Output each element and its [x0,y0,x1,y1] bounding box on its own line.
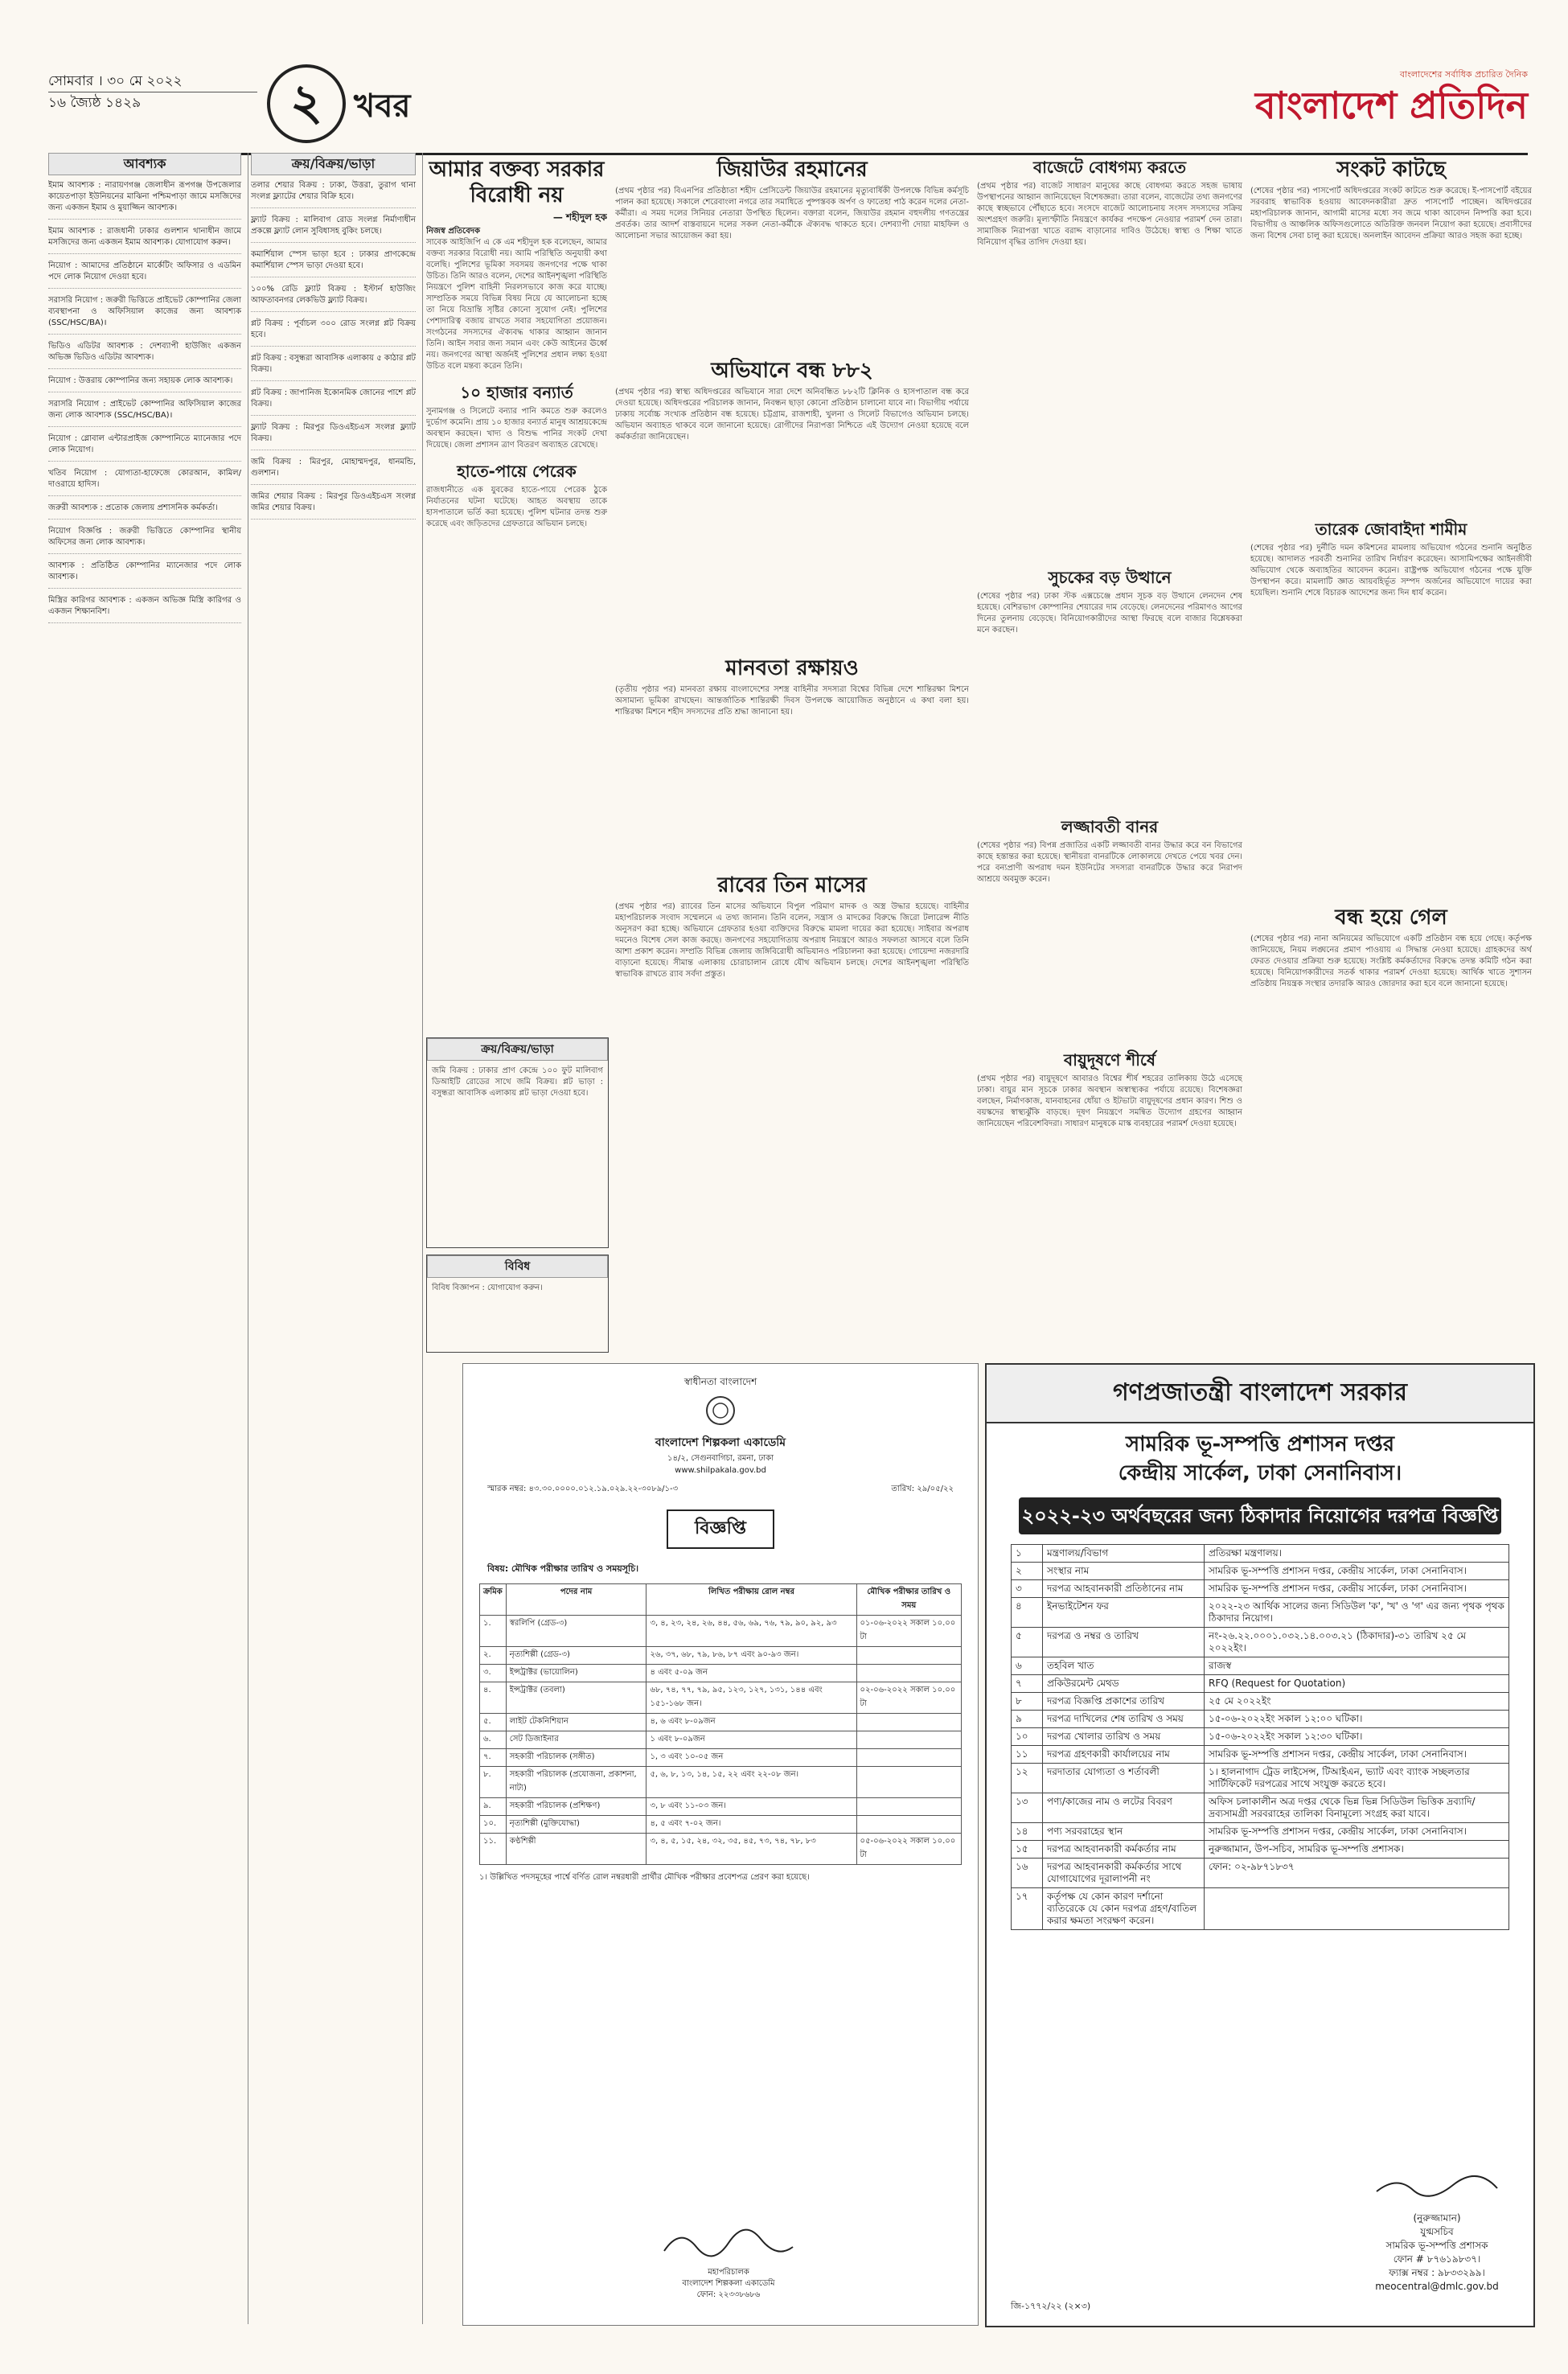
reporter-label: নিজস্ব প্রতিবেদক [426,227,481,236]
tender-label: দরপত্র গ্রহণকারী কার্যালয়ের নাম [1043,1746,1205,1764]
classified-wanted-item: নিয়োগ : আমাদের প্রতিষ্ঠানে মার্কেটিং অফিসার ও এডমিন পদে লোক নিয়োগ দেওয়া হবে। [48,261,241,289]
tender-label: দরপত্র আহবানকারী কর্মকর্তার নাম [1043,1841,1205,1859]
tender-value: নং-২৬.২২.০০০১.০৩২.১৪.০০৩.২১ (ঠিকাদার)-৩১ তারিখ ২৫ মে ২০২২ইং। [1205,1628,1509,1657]
classified-sale-item: ১০০% রেডি ফ্ল্যাট বিক্রয় : ইস্টার্ন হাউজিং আফতাবনগর লেকভিউ ফ্ল্যাট বিক্রয়। [251,284,416,312]
classified-header-wanted: আবশ্যক [48,153,241,175]
tender-serial: ৭ [1012,1675,1043,1693]
headline-crisis: সংকট কাটছে [1336,158,1446,182]
article-nails-body: রাজধানীতে এক যুবকের হাতে-পায়ে পেরেক ঠুকে নির্যাতনের ঘটনা ঘটেছে। আহত অবস্থায় তাকে হাসপাতালে ভর্তি করা হয়েছে। পুলিশ ঘটনার তদন্ত শুরু করেছে এবং জড়িতদের গ্রেফতারে অভিযান চলছে। [426,486,607,528]
tender-value: RFQ (Request for Quotation) [1205,1675,1509,1693]
notice-subject: বিষয়: মৌখিক পরীক্ষার তারিখ ও সময়সূচি। [487,1563,639,1574]
classified-sale-item: প্লট বিক্রয় : বসুন্ধরা আবাসিক এলাকায় ৫ কাঠার প্লট বিক্রয়। [251,353,416,381]
schedule-cell: ৩. [480,1665,507,1682]
tender-label: দরপত্র ও নম্বর ও তারিখ [1043,1628,1205,1657]
tender-value [1205,1888,1509,1930]
logo-tagline: বাংলাদেশের সর্বাধিক প্রচারিত দৈনিক [1399,69,1528,80]
tender-label: দরপত্র দাখিলের শেষ তারিখ ও সময় [1043,1711,1205,1728]
academy-signer: মহাপরিচালক [708,2268,749,2277]
small-box-body: জমি বিক্রয় : ঢাকার প্রাণ কেন্দ্রে ১০০ ফুট মালিবাগ ডিআইটি রোডের সাথে জমি বিক্রয়। প্লট ভাড়া : বসুন্ধরা আবাসিক এলাকায় প্লট ভাড়া দেওয়া হবে। [432,1066,603,1098]
schedule-row [480,1665,962,1682]
tender-row [1012,1675,1509,1693]
tender-value: ১৫-০৬-২০২২ইং সকাল ১২:০০ ঘটিকা। [1205,1711,1509,1728]
tender-value: প্রতিরক্ষা মন্ত্রণালয়। [1205,1545,1509,1563]
schedule-cell: ৩, ৪, ২৩, ২৪, ২৬, ৪৪, ৫৬, ৬৯, ৭৬, ৭৯, ৯০, ৯২, ৯৩ [646,1616,856,1647]
article-index-body: (শেষের পৃষ্ঠার পর) ঢাকা স্টক এক্সচেঞ্জে প্রধান সূচক বড় উত্থানে লেনদেন শেষ হয়েছে। বেশিরভাগ কোম্পানির শেয়ারের দাম বেড়েছে। লেনদেনের পরিমাণও আগের দিনের তুলনায় বেড়েছে। বিনিয়োগকারীদের আস্থা ফিরছে বলে বাজার বিশ্লেষকরা মনে করছেন। [977,592,1242,635]
article-raids [615,358,969,647]
schedule-cell [856,1731,961,1749]
schedule-cell [856,1767,961,1798]
headline-rab: রাবের তিন মাসের [717,873,867,897]
article-crisis-body: (শেষের পৃষ্ঠার পর) পাসপোর্ট অধিদপ্তরের সংকট কাটতে শুরু করেছে। ই-পাসপোর্ট বইয়ের সরবরাহ স্বাভাবিক হওয়ায় আবেদনকারীরা দ্রুত পাসপোর্ট পাচ্ছেন। অধিদপ্তরের মহাপরিচালক জানান, আগামী মাসের মধ্যে সব জমে থাকা আবেদন নিষ্পত্তি করা হবে। বিভাগীয় ও আঞ্চলিক অফিসগুলোতে অতিরিক্ত জনবল নিয়োগ করা হয়েছে। প্রবাসীদের জন্য বিশেষ সেবা চালু করা হয়েছে। অনলাইন আবেদন প্রক্রিয়া আরও সহজ করা হচ্ছে। [1250,187,1532,240]
headline-closed: বন্ধ হয়ে গেল [1335,906,1447,930]
tender-row [1012,1693,1509,1711]
article-loris [977,816,1242,1041]
headline-budget: বাজেটে বোধগম্য করতে [1032,158,1187,177]
masthead [48,48,1528,155]
tender-value: ২৫ মে ২০২২ইং [1205,1693,1509,1711]
academy-notice [462,1363,979,2326]
academy-address: ১৪/২, সেগুনবাগিচা, রমনা, ঢাকা [667,1454,774,1463]
gov-sign-fax: ফ্যাক্স নম্বর : ৯৮৩৩২৯৯। [1389,2267,1485,2278]
tender-serial: ১৬ [1012,1859,1043,1888]
tender-row [1012,1545,1509,1563]
classified-sale-item: প্লট বিক্রয় : জাপানিজ ইকোনমিক জোনের পাশে প্লট বিক্রয়। [251,388,416,416]
article-loris-body: (শেষের পৃষ্ঠার পর) বিপন্ন প্রজাতির একটি লজ্জাবতী বানর উদ্ধার করে বন বিভাগের কাছে হস্তান্তর করা হয়েছে। স্থানীয়রা বানরটিকে লোকালয়ে দেখতে পেয়ে খবর দেন। পরে বন্যপ্রাণী অপরাধ দমন ইউনিটের সদস্যরা বানরটিকে উদ্ধার করে নিরাপদ আশ্রয়ে অবমুক্ত করেন। [977,841,1242,884]
article-raids-body: (প্রথম পৃষ্ঠার পর) স্বাস্থ্য অধিদপ্তরের অভিযানে সারা দেশে অনিবন্ধিত ৮৮২টি ক্লিনিক ও হাসপাতাল বন্ধ করে দেওয়া হয়েছে। অধিদপ্তরের পরিচালক জানান, নিবন্ধন ছাড়া কোনো প্রতিষ্ঠান চালানো যাবে না। বিভাগীয় পর্যায়ে ঢাকায় সর্বোচ্চ সংখ্যক প্রতিষ্ঠান বন্ধ হয়েছে। চট্টগ্রাম, রাজশাহী, খুলনা ও সিলেট বিভাগেও অভিযান চলছে। অভিযান অব্যাহত থাকবে বলে জানানো হয়েছে। রোগীদের নিরাপত্তা নিশ্চিতে এই উদ্যোগ নেওয়া হয়েছে বলে কর্মকর্তারা জানিয়েছেন। [615,388,969,442]
schedule-cell [856,1647,961,1665]
date-bangla: ১৬ জ্যৈষ্ঠ ১৪২৯ [48,92,257,112]
schedule-cell: ৬. [480,1731,507,1749]
tender-label: ইনভাইটেশন ফর [1043,1598,1205,1628]
tender-row [1012,1764,1509,1793]
classified-sale-item: ফ্ল্যাট বিক্রয় : মালিবাগ রোড সংলগ্ন নির্মাণাধীন প্রকল্পে ফ্ল্যাট লোন সুবিধাসহ বুকিং চলছে। [251,215,416,243]
gov-signature-block [1365,2167,1509,2294]
schedule-cell [856,1749,961,1767]
tender-label: দরপত্র আহবানকারী প্রতিষ্ঠানের নাম [1043,1580,1205,1598]
schedule-cell: ২. [480,1647,507,1665]
tender-serial: ১১ [1012,1746,1043,1764]
headline-ziaur: জিয়াউর রহমানের [716,158,868,182]
headline-statement: আমার বক্তব্য সরকার বিরোধী নয় [429,158,605,207]
page-number: ২ [267,64,346,143]
schedule-cell: ১, ৩ এবং ১০-০৫ জন [646,1749,856,1767]
article-crisis [1250,157,1532,511]
schedule-header-cell: ক্রমিক [480,1584,507,1616]
schedule-cell: ১. [480,1616,507,1647]
schedule-cell: ৪ এবং ৫-০৯ জন [646,1665,856,1682]
headline-index: সুচকের বড় উত্থানে [1048,568,1172,587]
article-ziaur [615,157,969,350]
academy-signer-org: বাংলাদেশ শিল্পকলা একাডেমি [682,2279,775,2288]
tender-banner: ২০২২-২৩ অর্থবছরের জন্য ঠিকাদার নিয়োগের দরপত্র বিজ্ঞপ্তি [1019,1497,1501,1534]
classified-sale-item: ফ্ল্যাট বিক্রয় : মিরপুর ডিওএইচএস সংলগ্ন ফ্ল্যাট বিক্রয়। [251,422,416,450]
tender-row [1012,1563,1509,1580]
tender-label: প্রকিউরমেন্ট মেথড [1043,1675,1205,1693]
tender-serial: ৩ [1012,1580,1043,1598]
tender-label: দরপত্র বিজ্ঞপ্তি প্রকাশের তারিখ [1043,1693,1205,1711]
small-box-header: ক্রয়/বিক্রয়/ভাড়া [427,1038,608,1061]
academy-phone: ফোন: ২২৩৩৮৬৮৬ [696,2290,761,2299]
tender-serial: ১০ [1012,1728,1043,1746]
classified-wanted-item: নিয়োগ : গ্লোবাল এন্টারপ্রাইজ কোম্পানিতে ম্যানেজার পদে লোক নিয়োগ। [48,433,241,462]
schedule-cell: ৪, ৫ এবং ৭-০২ জন। [646,1816,856,1834]
schedule-cell: ৪. [480,1682,507,1714]
tender-label: তহবিল খাত [1043,1657,1205,1675]
headline-tarek: তারেক জোবাইদা শামীম [1315,520,1467,539]
classified-sale-item: প্লট বিক্রয় : পূর্বাচল ৩০০ রোড সংলগ্ন প্লট বিক্রয় হবে। [251,318,416,347]
classified-wanted-item: নিয়োগ বিজ্ঞপ্তি : জরুরী ভিত্তিতে কোম্পানির স্থানীয় অফিসের জন্য লোক আবশ্যক। [48,526,241,554]
classifieds-column-1 [48,153,248,2324]
gov-sign-phone: ফোন # ৮৭৬১৯৮৩৭। [1393,2253,1481,2265]
tender-row [1012,1628,1509,1657]
classified-wanted-item: আবশ্যক : প্রতিষ্ঠিত কোম্পানির ম্যানেজার পদে লোক আবশ্যক। [48,561,241,589]
tender-serial: ৯ [1012,1711,1043,1728]
byline-statement: — শহীদুল হক [552,212,607,223]
article-pollution-body: (প্রথম পৃষ্ঠার পর) বায়ুদূষণে আবারও বিশ্বের শীর্ষ শহরের তালিকায় উঠে এসেছে ঢাকা। বায়ুর মান সূচকে ঢাকার অবস্থান অস্বাস্থ্যকর পর্যায়ে রয়েছে। বিশেষজ্ঞরা বলছেন, নির্মাণকাজ, যানবাহনের ধোঁয়া ও ইটভাটা বায়ুদূষণের প্রধান কারণ। শিশু ও বয়স্কদের স্বাস্থ্যঝুঁকি বাড়ছে। দূষণ নিয়ন্ত্রণে সমন্বিত উদ্যোগ গ্রহণের আহ্বান জানিয়েছেন পরিবেশবিদরা। সাধারণ মানুষকে মাস্ক ব্যবহারের পরামর্শ দেওয়া হয়েছে। [977,1074,1242,1128]
schedule-cell: লাইট টেকনিশিয়ান [506,1714,646,1731]
notice-header: স্বাধীনতা বাংলাদেশ [683,1376,757,1387]
article-closed [1250,905,1532,1355]
tender-value: নুরুজ্জামান, উপ-সচিব, সামরিক ভূ-সম্পত্তি প্রশাসক। [1205,1841,1509,1859]
article-budget-body: (প্রথম পৃষ্ঠার পর) বাজেট সাধারণ মানুষের কাছে বোধগম্য করতে সহজ ভাষায় উপস্থাপনের আহ্বান জানিয়েছেন বিশেষজ্ঞরা। তারা বলেন, বাজেটের তথ্য জনগণের কাছে স্বচ্ছভাবে পৌঁছাতে হবে। সংসদে বাজেট আলোচনায় সংসদ সদস্যদের সক্রিয় অংশগ্রহণ জরুরি। মূল্যস্ফীতি নিয়ন্ত্রণে কার্যকর পদক্ষেপ নেওয়ার পরামর্শ দেন তারা। সামাজিক নিরাপত্তা খাতে বরাদ্দ বাড়ানোর দাবিও উঠেছে। স্বাস্থ্য ও শিক্ষা খাতে বিনিয়োগ বৃদ্ধির তাগিদ দেওয়া হয়। [977,182,1242,247]
article-flood-body: সুনামগঞ্জ ও সিলেটে বন্যার পানি কমতে শুরু করলেও দুর্ভোগ কমেনি। প্রায় ১০ হাজার বন্যার্ত মানুষ আশ্রয়কেন্দ্রে অবস্থান করছেন। খাদ্য ও বিশুদ্ধ পানির সংকট দেখা দিয়েছে। জেলা প্রশাসন ত্রাণ বিতরণ অব্যাহত রেখেছে। [426,407,607,450]
classified-wanted-item: মিস্ত্রির কারিগর আবশ্যক : একজন অভিজ্ঞ মিস্ত্রি কারিগর ও একজন শিক্ষানবিশ। [48,595,241,623]
schedule-cell: নৃত্যশিল্পী (গ্রেড-৩) [506,1647,646,1665]
schedule-cell: কণ্ঠশিল্পী [506,1834,646,1865]
schedule-cell: ৬৮, ৭৪, ৭৭, ৭৯, ৯৫, ১২৩, ১২৭, ১৩১, ১৪৪ এবং ১৫১-১৬৮ জন। [646,1682,856,1714]
tender-value: সামরিক ভূ-সম্পত্তি প্রশাসন দপ্তর, কেন্দ্রীয় সার্কেল, ঢাকা সেনানিবাস। [1205,1563,1509,1580]
schedule-header-cell: লিখিত পরীক্ষায় রোল নম্বর [646,1584,856,1616]
schedule-cell: ইন্সট্রাক্টর (ভায়োলিন) [506,1665,646,1682]
tender-serial: ১ [1012,1545,1043,1563]
schedule-row [480,1816,962,1834]
schedule-row [480,1767,962,1798]
article-budget [977,157,1242,559]
tender-value: সামরিক ভূ-সম্পত্তি প্রশাসন দপ্তর, কেন্দ্রীয় সার্কেল, ঢাকা সেনানিবাস। [1205,1823,1509,1841]
schedule-cell: ইন্সট্রাক্টর (তবলা) [506,1682,646,1714]
classifieds-column-2 [251,153,423,2324]
schedule-cell: ৮. [480,1767,507,1798]
classified-wanted-item: জরুরী আবশ্যক : প্রতোক জেলায় প্রশাসনিক কর্মকর্তা। [48,503,241,520]
article-humanity [615,655,969,865]
article-rab [615,873,969,1355]
academy-name: বাংলাদেশ শিল্পকলা একাডেমি [655,1436,786,1449]
tender-row [1012,1580,1509,1598]
memo-line [487,1483,954,1497]
classified-wanted-item: নিয়োগ : উত্তরায় কোম্পানির জন্য সহায়ক লোক আবশ্যক। [48,376,241,392]
misc-box-header: বিবিধ [427,1255,608,1278]
tender-row [1012,1859,1509,1888]
signature-graphic [656,2223,801,2263]
classified-sale-item: জমির শেয়ার বিক্রয় : মিরপুর ডিওএইচএস সংলগ্ন জমির শেয়ার বিক্রয়। [251,491,416,520]
government-tender-notice [985,1363,1535,2327]
tender-label: দরদাতার যোগ্যতা ও শর্তাবলী [1043,1764,1205,1793]
schedule-cell [856,1798,961,1816]
schedule-header-cell: পদের নাম [506,1584,646,1616]
headline-nails: হাতে-পায়ে পেরেক [457,462,577,481]
schedule-cell: ০২-০৬-২০২২ সকাল ১০.০০ টা [856,1682,961,1714]
classified-wanted-item: ইমাম আবশ্যক : নারায়ণগঞ্জ জেলাধীন রূপগঞ্জ উপজেলার কায়েতপাড়া ইউনিয়নের মাঝিনা পশ্চিমপাড়া জামে মসজিদের জন্য একজন ইমাম ও মুয়াজ্জিন আবশ্যক। [48,180,241,220]
schedule-row [480,1714,962,1731]
tender-serial: ৮ [1012,1693,1043,1711]
classified-wanted-item: খতিব নিয়োগ : যোগ্যতা-হাফেজে কোরআন, কামিল/দাওরায়ে হাদিস। [48,468,241,496]
article-ziaur-body: (প্রথম পৃষ্ঠার পর) বিএনপির প্রতিষ্ঠাতা শহীদ প্রেসিডেন্ট জিয়াউর রহমানের মৃত্যুবার্ষিকী উপলক্ষে বিভিন্ন কর্মসূচি পালন করা হয়েছে। সকালে শেরেবাংলা নগরে তার সমাধিতে পুষ্পস্তবক অর্পণ ও ফাতেহা পাঠ করেন দলের নেতা-কর্মীরা। এ সময় দলের সিনিয়র নেতারা উপস্থিত ছিলেন। বক্তারা বলেন, জিয়াউর রহমান বহুদলীয় গণতন্ত্রের প্রবর্তক। তার আদর্শ বাস্তবায়নে দলের সকল নেতা-কর্মীকে ঐক্যবদ্ধ থাকতে হবে। দেশব্যাপী দোয়া মাহফিল ও আলোচনা সভার আয়োজন করা হয়। [615,187,969,240]
tender-value: ১। হালনাগাদ ট্রেড লাইসেন্স, টিআইএন, ভ্যাট এবং ব্যাংক সচ্ছলতার সার্টিফিকেট দরপত্রের সাথে সংযুক্ত করতে হবে। [1205,1764,1509,1793]
tender-serial: ৬ [1012,1657,1043,1675]
schedule-row [480,1834,962,1865]
schedule-cell: সহকারী পরিচালক (প্রশিক্ষণ) [506,1798,646,1816]
memo-date: তারিখ: ২৯/০৫/২২ [891,1485,954,1493]
classified-wanted-item: ভিডিও এডিটর আবশ্যক : দেশব্যাপী হাউজিং একজন অভিজ্ঞ ভিডিও এডিটর আবশ্যক। [48,341,241,369]
tender-value: অফিস চলাকালীন অত্র দপ্তর থেকে ভিন্ন ভিন্ন সিডিউল ভিত্তিক দ্রব্যাদি/দ্রব্যসামগ্রী সরবরাহের তালিকা বিনামূল্যে সংগ্রহ করা যাবে। [1205,1793,1509,1823]
tender-value: রাজস্ব [1205,1657,1509,1675]
classified-wanted-item: সরাসরি নিয়োগ : জরুরী ভিত্তিতে প্রাইভেট কোম্পানির জেলা ব্যবস্থাপনা ও অফিসিয়াল কাজের জন্য আবশ্যক (SSC/HSC/BA)। [48,295,241,335]
schedule-cell: নৃত্যশিল্পী (মুক্তিযোদ্ধা) [506,1816,646,1834]
tender-value: সামরিক ভূ-সম্পত্তি প্রশাসন দপ্তর, কেন্দ্রীয় সার্কেল, ঢাকা সেনানিবাস। [1205,1580,1509,1598]
headline-loris: লজ্জাবতী বানর [1061,817,1159,836]
schedule-cell: ০১-০৬-২০২২ সকাল ১০.০০ টা [856,1616,961,1647]
tender-table [1011,1544,1509,1930]
tender-serial: ১৭ [1012,1888,1043,1930]
tender-label: পণ্য সরবরাহের স্থান [1043,1823,1205,1841]
schedule-cell: সহকারী পরিচালক (প্রযোজনা, প্রকাশনা, নাট্য) [506,1767,646,1798]
schedule-cell: ১ এবং ৮-০৯জন [646,1731,856,1749]
schedule-row [480,1647,962,1665]
academy-website: www.shilpakala.gov.bd [675,1466,766,1475]
gov-circle: কেন্দ্রীয় সার্কেল, ঢাকা সেনানিবাস। [1118,1461,1402,1485]
tender-value: সামরিক ভূ-সম্পত্তি প্রশাসন দপ্তর, কেন্দ্রীয় সার্কেল, ঢাকা সেনানিবাস। [1205,1746,1509,1764]
newspaper-logo [1254,68,1528,132]
gov-sign-role: সামরিক ভূ-সম্পত্তি প্রশাসক [1385,2240,1488,2251]
tender-serial: ১৪ [1012,1823,1043,1841]
small-classified-box [426,1037,609,1248]
article-tarek-body: (শেষের পৃষ্ঠার পর) দুর্নীতি দমন কমিশনের মামলায় অভিযোগ গঠনের শুনানি অনুষ্ঠিত হয়েছে। আদালত পরবর্তী শুনানির তারিখ নির্ধারণ করেছেন। আসামিপক্ষের আইনজীবী অভিযোগ থেকে অব্যাহতির আবেদন করেন। রাষ্ট্রপক্ষ অভিযোগ গঠনের পক্ষে যুক্তি উপস্থাপন করে। মামলাটি জ্ঞাত আয়বহির্ভূত সম্পদ অর্জনের অভিযোগে দায়ের করা হয়েছিল। শুনানি শেষে বিচারক আদেশের জন্য দিন ধার্য করেন। [1250,544,1532,598]
tender-label: মন্ত্রণালয়/বিভাগ [1043,1545,1205,1563]
article-closed-body: (শেষের পৃষ্ঠার পর) নানা অনিয়মের অভিযোগে একটি প্রতিষ্ঠান বন্ধ হয়ে গেছে। কর্তৃপক্ষ জানিয়েছে, নিয়ম লঙ্ঘনের প্রমাণ পাওয়ায় এ সিদ্ধান্ত নেওয়া হয়েছে। গ্রাহকদের অর্থ ফেরত দেওয়ার প্রক্রিয়া শুরু হয়েছে। সংশ্লিষ্ট কর্মকর্তাদের বিরুদ্ধে তদন্ত কমিটি গঠন করা হয়েছে। বিনিয়োগকারীদের সতর্ক থাকার পরামর্শ দেওয়া হয়েছে। আর্থিক খাতে সুশাসন প্রতিষ্ঠায় নিয়ন্ত্রক সংস্থার তদারকি আরও জোরদার করা হবে বলে জানানো হয়েছে। [1250,934,1532,988]
tender-row [1012,1888,1509,1930]
headline-flood: ১০ হাজার বন্যার্ত [460,383,573,402]
ad-code: জি-১৭৭২/২২ (২×৩) [1011,2301,1091,2311]
schedule-cell: ২৬, ৩৭, ৬৮, ৭৯, ৮৬, ৮৭ এবং ৯০-৯৩ জন। [646,1647,856,1665]
misc-box [426,1255,609,1353]
article-index [977,567,1242,808]
schedule-table [479,1583,962,1865]
schedule-cell: ৩, ৮ এবং ১১-০৩ জন। [646,1798,856,1816]
schedule-cell [856,1714,961,1731]
schedule-cell: ১১. [480,1834,507,1865]
date-box [48,72,257,112]
headline-raids: অভিযানে বন্ধ ৮৮২ [711,359,873,383]
tender-value: ২০২২-২৩ আর্থিক সালের জন্য সিডিউল 'ক', 'খ' ও 'গ' এর জন্য পৃথক পৃথক ঠিকাদার নিয়োগ। [1205,1598,1509,1628]
tender-row [1012,1841,1509,1859]
classified-sale-item: জমি বিক্রয় : মিরপুর, মোহাম্মদপুর, ধানমন্ডি, গুলশান। [251,457,416,485]
article-rab-body: (প্রথম পৃষ্ঠার পর) র‍্যাবের তিন মাসের অভিযানে বিপুল পরিমাণ মাদক ও অস্ত্র উদ্ধার হয়েছে। বাহিনীর মহাপরিচালক সংবাদ সম্মেলনে এ তথ্য জানান। তিনি বলেন, সন্ত্রাস ও মাদকের বিরুদ্ধে জিরো টলারেন্স নীতি অনুসরণ করা হচ্ছে। অভিযানে গ্রেফতার হওয়া ব্যক্তিদের বিরুদ্ধে মামলা দায়ের করা হয়েছে। সাইবার অপরাধ দমনেও বিশেষ সেল কাজ করছে। জনগণের সহযোগিতায় অপরাধ নিয়ন্ত্রণে আরও সফলতা আসবে বলে তিনি আশা প্রকাশ করেন। সম্প্রতি বিভিন্ন জেলায় জঙ্গিবিরোধী অভিযানও পরিচালনা করা হয়েছে। গোয়েন্দা নজরদারি বাড়ানো হয়েছে। সীমান্ত এলাকায় চোরাচালান রোধে যৌথ অভিযান চলছে। দেশের আইনশৃঙ্খলা পরিস্থিতি স্বাভাবিক রাখতে র‍্যাব সর্বদা প্রস্তুত। [615,902,969,979]
gov-sign-title: যুগ্মসচিব [1420,2226,1454,2237]
article-body: সাবেক আইজিপি এ কে এম শহীদুল হক বলেছেন, আমার বক্তব্য সরকার বিরোধী নয়। আমি পরিস্থিতি অনুযায়ী কথা বলেছি। পুলিশের ভূমিকা সবসময় জনগণের পক্ষে থাকা উচিত। তিনি আরও বলেন, দেশের আইনশৃঙ্খলা পরিস্থিতি নিয়ন্ত্রণে পুলিশ বাহিনী নিরলসভাবে কাজ করে যাচ্ছে। সাম্প্রতিক সময়ে বিভিন্ন বিষয় নিয়ে যে আলোচনা হচ্ছে তা নিয়ে বিভ্রান্তি সৃষ্টির কোনো সুযোগ নেই। পুলিশের পেশাদারিত্ব বজায় রাখতে সবার সহযোগিতা প্রয়োজন। সংগঠনের সদস্যদের ঐক্যবদ্ধ থাকার আহ্বান জানান তিনি। আইন সবার জন্য সমান এবং কেউ আইনের ঊর্ধ্বে নয়। জনগণের আস্থা অর্জনই পুলিশের প্রধান লক্ষ্য হওয়া উচিত বলে মন্তব্য করেন তিনি। [426,238,607,371]
tender-serial: ১৫ [1012,1841,1043,1859]
schedule-cell: সহকারী পরিচালক (সঙ্গীত) [506,1749,646,1767]
schedule-cell: ১০. [480,1816,507,1834]
schedule-cell: ৫, ৬, ৮, ১৩, ১৪, ১৫, ২২ এবং ২২-০৮ জন। [646,1767,856,1798]
tender-row [1012,1823,1509,1841]
schedule-cell [856,1816,961,1834]
tender-row [1012,1657,1509,1675]
misc-box-body: বিবিধ বিজ্ঞাপন : যোগাযোগ করুন। [432,1284,543,1292]
tender-label: দরপত্র আহবানকারী কর্মকর্তার সাথে যোগাযোগের দূরালাপনী নং [1043,1859,1205,1888]
gov-sign-name: (নুরুজ্জামান) [1413,2212,1461,2224]
tender-serial: ৪ [1012,1598,1043,1628]
academy-signature-block [656,2223,801,2301]
date-gregorian: সোমবার । ৩০ মে ২০২২ [48,73,183,89]
classified-header-sale: ক্রয়/বিক্রয়/ভাড়া [251,153,416,175]
gov-title: গণপ্রজাতন্ত্রী বাংলাদেশ সরকার [987,1365,1533,1423]
tender-row [1012,1598,1509,1628]
memo-number: স্মারক নম্বর: ৪৩.৩০.০০০০.০১২.১৯.০২৯.২২-৩০৮৯/১-৩ [487,1485,679,1493]
tender-row [1012,1728,1509,1746]
tender-label: কর্তৃপক্ষ যে কোন কারণ দর্শানো ব্যতিরেকে যে কোন দরপত্র গ্রহণ/বাতিল করার ক্ষমতা সংরক্ষণ করেন। [1043,1888,1205,1930]
schedule-cell: ৪, ৬ এবং ৮-০৯জন [646,1714,856,1731]
classified-list-1 [48,180,241,623]
tender-serial: ১৩ [1012,1793,1043,1823]
classified-sale-item: তলার শেয়ার বিক্রয় : ঢাকা, উত্তরা, তুরাগ থানা সংলগ্ন ফ্ল্যাটের শেয়ার বিক্রি হবে। [251,180,416,208]
schedule-cell: ০৫-০৬-২০২২ সকাল ১০.০০ টা [856,1834,961,1865]
schedule-cell: স্বরলিপি (গ্রেড-৩) [506,1616,646,1647]
schedule-cell: ৩, ৪, ৫, ১৫, ২৪, ৩২, ৩৫, ৪৫, ৭৩, ৭৪, ৭৮, ৮৩ [646,1834,856,1865]
classified-sale-item: কমার্শিয়াল স্পেস ভাড়া হবে : ঢাকার প্রাণকেন্দ্রে কমার্শিয়াল স্পেস ভাড়া দেওয়া হবে। [251,249,416,277]
article-humanity-body: (তৃতীয় পৃষ্ঠার পর) মানবতা রক্ষায় বাংলাদেশের সশস্ত্র বাহিনীর সদস্যরা বিশ্বের বিভিন্ন দেশে শান্তিরক্ষা মিশনে অসামান্য ভূমিকা রাখছেন। আন্তর্জাতিক শান্তিরক্ষী দিবস উপলক্ষে আয়োজিত অনুষ্ঠানে এ কথা বলা হয়। শান্তিরক্ষা মিশনে শহীদ সদস্যদের প্রতি শ্রদ্ধা জানানো হয়। [615,685,969,717]
gov-sign-email: meocentral@dmlc.gov.bd [1375,2281,1499,2292]
classified-list-2 [251,180,416,520]
schedule-row [480,1749,962,1767]
article-pollution [977,1049,1242,1355]
classified-wanted-item: সরাসরি নিয়োগ : প্রাইভেট কোম্পানির অফিসিয়াল কাজের জন্য লোক আবশ্যক (SSC/HSC/BA)। [48,399,241,427]
schedule-row [480,1731,962,1749]
schedule-header-cell: মৌখিক পরীক্ষার তারিখ ও সময় [856,1584,961,1616]
govt-seal-icon [463,1394,978,1430]
tender-label: দরপত্র খোলার তারিখ ও সময় [1043,1728,1205,1746]
tender-value: ১৫-০৬-২০২২ইং সকাল ১২:৩০ ঘটিকা। [1205,1728,1509,1746]
tender-value: ফোন: ০২-৯৮৭১৮৩৭ [1205,1859,1509,1888]
article-statement [426,157,607,1025]
tender-row [1012,1711,1509,1728]
tender-label: পণ্য/কাজের নাম ও লটের বিবরণ [1043,1793,1205,1823]
schedule-cell [856,1665,961,1682]
article-tarek [1250,519,1532,897]
schedule-row [480,1682,962,1714]
signature-graphic [1365,2167,1509,2208]
tender-serial: ১২ [1012,1764,1043,1793]
logo-name: বাংলাদেশ প্রতিদিন [1254,84,1528,127]
tender-row [1012,1793,1509,1823]
schedule-cell: ৫. [480,1714,507,1731]
notice-title: বিজ্ঞপ্তি [667,1509,774,1549]
tender-serial: ২ [1012,1563,1043,1580]
headline-humanity: মানবতা রক্ষায়ও [725,656,859,680]
schedule-row [480,1616,962,1647]
section-title: খবর [354,88,411,125]
notice-footer: ১। উল্লিখিত পদসমূহের পার্শ্বে বর্ণিত রোল নম্বরধারী প্রার্থীর মৌখিক পরীক্ষার প্রবেশপত্র প্রেরণ করা হয়েছে। [479,1873,810,1882]
classified-wanted-item: ইমাম আবশ্যক : রাজধানী ঢাকার গুলশান থানাধীন জামে মসজিদের জন্য একজন ইমাম আবশ্যক। যোগাযোগ করুন। [48,226,241,254]
tender-label: সংস্থার নাম [1043,1563,1205,1580]
schedule-row [480,1798,962,1816]
tender-serial: ৫ [1012,1628,1043,1657]
schedule-cell: সেট ডিজাইনার [506,1731,646,1749]
schedule-cell: ৭. [480,1749,507,1767]
tender-row [1012,1746,1509,1764]
gov-dept: সামরিক ভূ-সম্পত্তি প্রশাসন দপ্তর [1125,1432,1395,1456]
headline-pollution: বায়ুদূষণে শীর্ষে [1064,1050,1155,1070]
schedule-cell: ৯. [480,1798,507,1816]
